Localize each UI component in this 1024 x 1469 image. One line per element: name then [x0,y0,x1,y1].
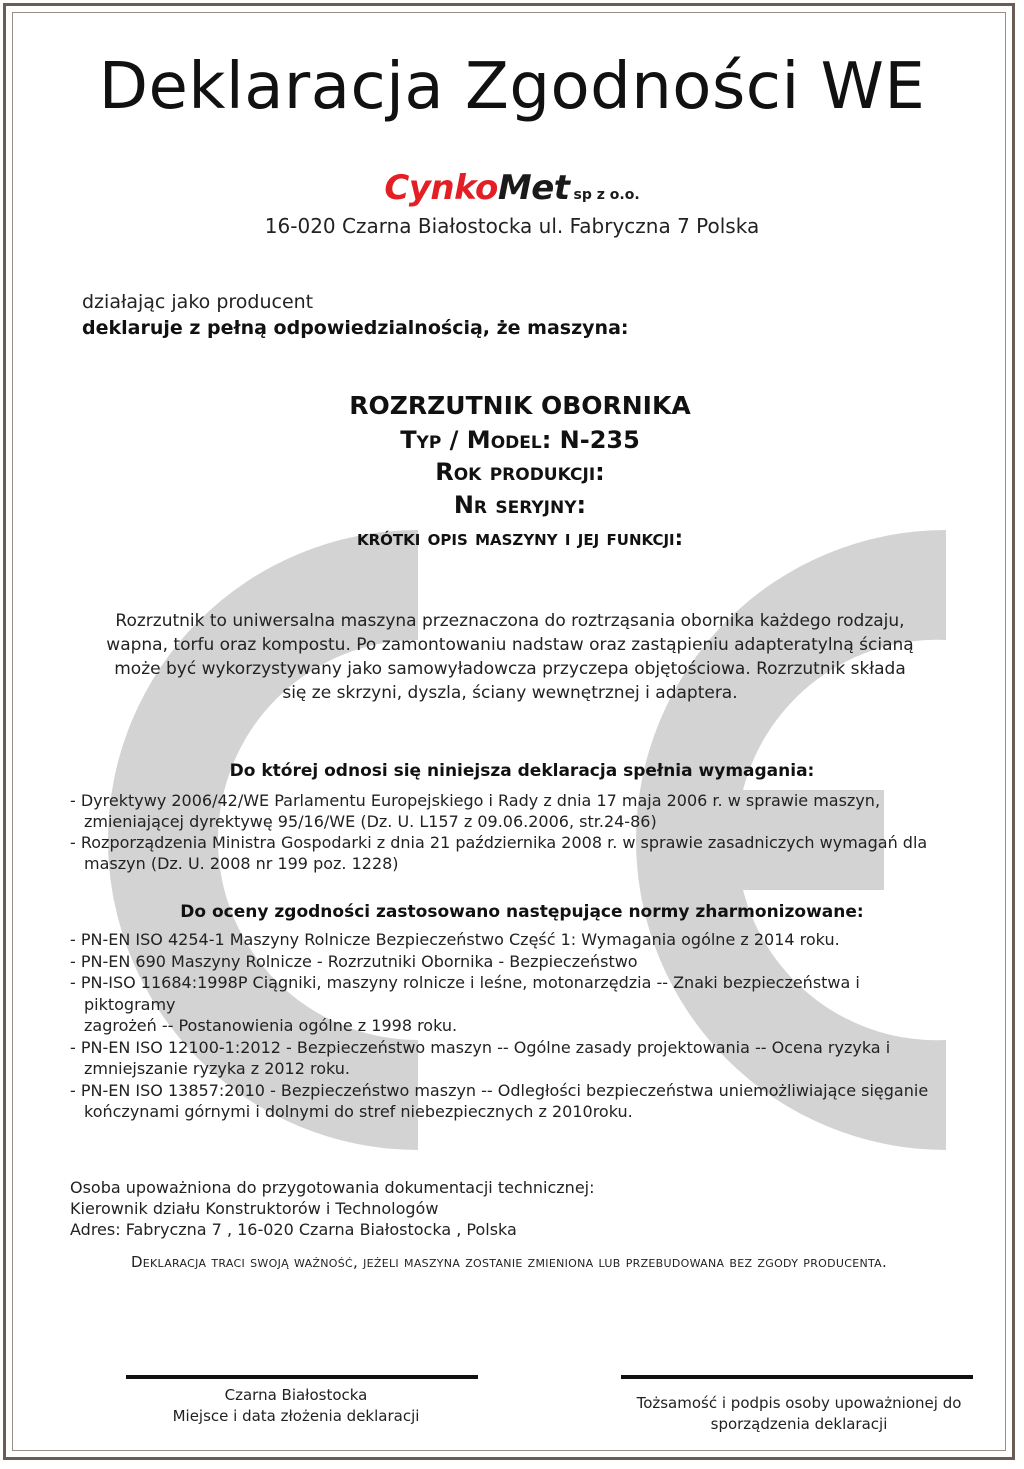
description-line: Rozrzutnik to uniwersalna maszyna przeznaczona do roztrząsania obornika każdego rodzaju, [115,611,905,631]
requirement-line: maszyn (Dz. U. 2008 nr 199 poz. 1228) [84,854,399,873]
requirement-item [70,790,950,832]
authorized-address: Adres: Fabryczna 7 , 16-020 Czarna Białostocka , Polska [70,1220,517,1239]
requirements-list [70,790,950,874]
document-title: Deklaracja Zgodności WE [98,50,926,124]
norm-line: zmniejszanie ryzyka z 2012 roku. [84,1059,351,1078]
machine-name: ROZRZUTNIK OBORNIKA [349,391,691,420]
intro-acting-as: działając jako producent [82,291,314,313]
description-line: może być wykorzystywany jako samowyładowcza przyczepa objętościowa. Rozrzutnik składa [114,659,906,679]
signature-caption-place-date [126,1385,466,1427]
company-address: 16-020 Czarna Białostocka ul. Fabryczna 7 Polska [264,214,760,238]
machine-serial-number: Nr seryjny: [453,491,587,519]
requirement-item [70,832,950,874]
norm-line: - PN-ISO 11684:1998P Ciągniki, maszyny rolnicze i leśne, motonarzędzia -- Znaki bezpieczeństwa i piktogramy [70,973,860,1014]
signature-authorized-caption: Tożsamość i podpis osoby upoważnionej do [636,1394,962,1412]
authorized-person [70,1177,595,1240]
norm-line: zagrożeń -- Postanowienia ogólne z 1998 roku. [84,1016,458,1035]
signature-authorized-caption-2: sporządzenia deklaracji [710,1415,888,1433]
requirements-heading: Do której odnosi się niniejsza deklaracja spełnia wymagania: [229,761,815,781]
description-line: wapna, torfu oraz kompostu. Po zamontowaniu nadstaw oraz zastąpieniu adapteratylną ścianą [106,635,914,655]
signature-place: Czarna Białostocka [224,1386,368,1404]
norm-line: - PN-EN ISO 4254-1 Maszyny Rolnicze Bezpieczeństwo Część 1: Wymagania ogólne z 2014 roku. [70,930,840,949]
norm-item [70,972,950,1037]
machine-description [90,609,930,705]
norms-list [70,929,950,1123]
norms-heading: Do oceny zgodności zastosowano następujące normy zharmonizowane: [180,902,864,922]
intro-declares: deklaruje z pełną odpowiedzialnością, że maszyna: [82,317,629,339]
signature-caption-authorized [614,1393,984,1435]
validity-note: Deklaracja traci swoją ważność, jeżeli maszyna zostanie zmieniona lub przebudowana bez zgody producenta. [130,1253,888,1271]
company-logo [0,168,1024,208]
signature-place-caption: Miejsce i data złożenia deklaracji [172,1407,420,1425]
norm-item [70,1080,950,1123]
machine-type-model: Typ / Model: N-235 [400,426,640,454]
company-legal-form: sp z o.o. [573,187,640,203]
norm-line: - PN-EN 690 Maszyny Rolnicze - Rozrzutniki Obornika - Bezpieczeństwo [70,951,638,971]
logo-part-red: Cynko [384,168,498,208]
machine-production-year: Rok produkcji: [435,458,605,486]
authorized-role: Kierownik działu Konstruktorów i Technologów [70,1199,439,1218]
requirement-line: zmieniającej dyrektywę 95/16/WE (Dz. U. L157 z 09.06.2006, str.24-86) [84,812,657,831]
authorized-heading: Osoba upoważniona do przygotowania dokumentacji technicznej: [70,1178,595,1197]
requirement-line: - Dyrektywy 2006/42/WE Parlamentu Europejskiego i Rady z dnia 17 maja 2006 r. w sprawie maszyn, [70,791,881,810]
norm-item [70,951,950,973]
requirement-line: - Rozporządzenia Ministra Gospodarki z dnia 21 października 2008 r. w sprawie zasadniczych wymagań dla [70,833,928,852]
signature-line-place-date [126,1375,478,1379]
norm-item [70,929,950,951]
company-logo-wordmark [384,168,569,208]
signature-line-authorized [621,1375,973,1379]
logo-part-dark: Met [497,168,570,208]
norm-item [70,1037,950,1080]
norm-line: kończynami górnymi i dolnymi do stref niebezpiecznych z 2010roku. [84,1102,633,1121]
description-line: się ze skrzyni, dyszla, ściany wewnętrznej i adaptera. [282,683,738,703]
norm-line: - PN-EN ISO 12100-1:2012 - Bezpieczeństwo maszyn -- Ogólne zasady projektowania -- Ocena ryzyka i [70,1037,891,1057]
norm-line: - PN-EN ISO 13857:2010 - Bezpieczeństwo maszyn -- Odległości bezpieczeństwa uniemożliwiające sięganie [70,1080,929,1100]
machine-description-heading: krótki opis maszyny i jej funkcji: [356,526,684,550]
